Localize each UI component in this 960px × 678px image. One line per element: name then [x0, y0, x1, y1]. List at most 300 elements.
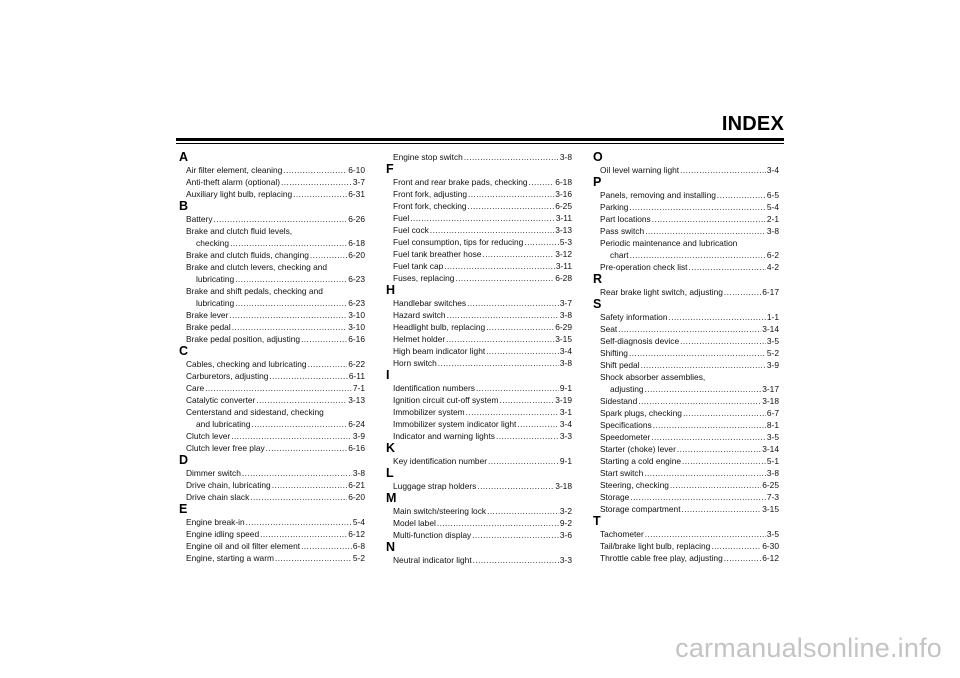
dot-leader [250, 491, 347, 503]
index-page-number: 3-13 [555, 225, 572, 235]
index-entry-text: Engine stop switch [393, 152, 463, 162]
index-entry-text: Fuel cock [393, 225, 429, 235]
dot-leader [242, 467, 352, 479]
index-page-number: 6-18 [555, 177, 572, 187]
index-entry-text: Brake pedal [186, 322, 231, 332]
index-entry-text: Tail/brake light bulb, replacing [600, 541, 711, 551]
index-entry-text: adjusting [610, 384, 644, 394]
dot-leader [488, 455, 559, 467]
index-letter-heading: P [593, 175, 602, 189]
dot-leader [444, 260, 555, 272]
index-entry-text: Brake and clutch fluids, changing [186, 250, 309, 260]
dot-leader [680, 335, 766, 347]
index-entry-text: Speedometer [600, 432, 651, 442]
index-entry-text: Start switch [600, 468, 644, 478]
index-entry [593, 189, 779, 201]
index-page-number: 6-29 [555, 322, 572, 332]
index-entry [386, 382, 572, 394]
index-entry [593, 455, 779, 467]
index-page-number: 3-10 [348, 310, 365, 320]
index-page-number: 3-18 [555, 481, 572, 491]
index-entry-text: Catalytic converter [186, 395, 256, 405]
index-page-number: 3-1 [559, 407, 572, 417]
index-entry [386, 321, 572, 333]
index-entry-text: Pass switch [600, 226, 645, 236]
index-page-number: 3-11 [555, 213, 572, 223]
index-letter-heading: F [386, 162, 394, 176]
index-entry-text: Helmet holder [393, 334, 446, 344]
index-entry [179, 540, 365, 552]
index-entry-text: lubricating [196, 298, 235, 308]
dot-leader [464, 151, 559, 163]
index-page-number: 3-5 [766, 336, 779, 346]
dot-leader [496, 430, 559, 442]
dot-leader [682, 503, 762, 515]
index-entry [386, 297, 572, 309]
index-entry-text: Storage compartment [600, 504, 681, 514]
index-page-number: 3-4 [559, 419, 572, 429]
index-page-number: 6-22 [348, 359, 365, 369]
dot-leader [645, 225, 766, 237]
index-entry-text: Throttle cable free play, adjusting [600, 553, 723, 563]
dot-leader [677, 443, 761, 455]
index-entry [593, 443, 779, 455]
index-entry-text: Headlight bulb, replacing [393, 322, 486, 332]
dot-leader [437, 517, 559, 529]
dot-leader [645, 528, 766, 540]
dot-leader [651, 431, 766, 443]
dot-leader [641, 359, 766, 371]
index-entry-text: Pre-operation check list [600, 262, 688, 272]
index-entry [593, 311, 779, 323]
index-page-number: 6-31 [348, 189, 365, 199]
dot-leader [652, 213, 766, 225]
index-page-number: 6-12 [762, 553, 779, 563]
index-page-number: 6-21 [348, 480, 365, 490]
index-page-number: 3-3 [559, 555, 572, 565]
index-entry-text: Panels, removing and installing [600, 190, 716, 200]
dot-leader [680, 164, 766, 176]
index-entry [179, 418, 365, 430]
dot-leader [724, 552, 761, 564]
index-entry [179, 237, 365, 249]
dot-leader [629, 201, 765, 213]
index-entry [386, 212, 572, 224]
dot-leader [486, 345, 559, 357]
index-entry [386, 357, 572, 369]
index-page-number: 3-5 [766, 432, 779, 442]
index-entry-text: Oil level warning light [600, 165, 680, 175]
index-page-number: 5-1 [766, 456, 779, 466]
index-page-number: 6-7 [766, 408, 779, 418]
index-entry [593, 419, 779, 431]
index-entry-line: Brake and clutch fluid levels, [186, 226, 293, 236]
index-entry [179, 213, 365, 225]
index-page-number: 5-3 [559, 237, 572, 247]
dot-leader [283, 164, 347, 176]
index-entry-text: Horn switch [393, 358, 437, 368]
index-page-number: 3-8 [352, 468, 365, 478]
index-column-1 [179, 151, 365, 564]
dot-leader [653, 419, 766, 431]
index-entry-text: Care [186, 383, 205, 393]
index-entry [179, 430, 365, 442]
index-entry [593, 503, 779, 515]
index-entry [179, 333, 365, 345]
index-page-number: 6-12 [348, 529, 365, 539]
index-page-number: 3-19 [555, 395, 572, 405]
index-entry-text: Immobilizer system indicator light [393, 419, 517, 429]
index-entry-text: Engine idling speed [186, 529, 260, 539]
index-page-number: 3-18 [762, 396, 779, 406]
index-entry-text: Clutch lever [186, 431, 231, 441]
index-entry [593, 164, 779, 176]
index-page-number: 6-30 [762, 541, 779, 551]
index-entry [593, 359, 779, 371]
index-page-number: 6-5 [766, 190, 779, 200]
index-entry [386, 554, 572, 566]
index-entry [179, 176, 365, 188]
index-page-number: 6-26 [348, 214, 365, 224]
index-letter-heading: D [179, 453, 189, 467]
index-page-number: 6-25 [762, 480, 779, 490]
index-entry [593, 540, 779, 552]
index-page-number: 3-5 [766, 529, 779, 539]
index-page-number: 3-7 [559, 298, 572, 308]
index-entry-text: Key identification number [393, 456, 488, 466]
dot-leader [281, 176, 352, 188]
index-page-number: 6-25 [555, 201, 572, 211]
dot-leader [301, 540, 352, 552]
index-letter-heading: A [179, 150, 189, 164]
index-entry [593, 335, 779, 347]
index-letter-heading: I [386, 368, 390, 382]
index-page-number: 3-8 [766, 226, 779, 236]
index-entry [386, 406, 572, 418]
index-entry-text: Front fork, adjusting [393, 189, 468, 199]
index-page-number: 3-8 [559, 152, 572, 162]
index-entry [593, 407, 779, 419]
index-entry [179, 442, 365, 454]
index-page-number: 3-12 [555, 249, 572, 259]
index-entry-text: Starting a cold engine [600, 456, 682, 466]
index-page-number: 3-8 [559, 358, 572, 368]
index-entry [386, 345, 572, 357]
dot-leader [689, 261, 766, 273]
dot-leader [724, 286, 761, 298]
index-entry-text: Air filter element, cleaning [186, 165, 283, 175]
index-entry [593, 201, 779, 213]
dot-leader [205, 382, 352, 394]
dot-leader [214, 213, 348, 225]
dot-leader [472, 529, 559, 541]
index-entry [593, 323, 779, 335]
index-entry [386, 430, 572, 442]
index-page-number: 6-2 [766, 250, 779, 260]
index-entry-text: Seat [600, 324, 618, 334]
dot-leader [272, 479, 348, 491]
index-page-number: 6-28 [555, 273, 572, 283]
index-entry [593, 431, 779, 443]
index-entry [179, 309, 365, 321]
index-entry [593, 395, 779, 407]
dot-leader [524, 236, 559, 248]
index-entry-text: Specifications [600, 420, 652, 430]
index-letter-heading: O [593, 150, 603, 164]
index-entry-text: Clutch lever free play [186, 443, 265, 453]
index-page-number: 3-4 [766, 165, 779, 175]
index-entry [386, 248, 572, 260]
index-entry [593, 347, 779, 359]
index-entry [179, 249, 365, 261]
index-entry-text: Cables, checking and lubricating [186, 359, 307, 369]
index-entry-line: Centerstand and sidestand, checking [186, 407, 324, 417]
dot-leader [410, 212, 555, 224]
index-page-number: 7-1 [352, 383, 365, 393]
dot-leader [644, 467, 766, 479]
dot-leader [446, 333, 554, 345]
index-entry-text: Drive chain, lubricating [186, 480, 271, 490]
dot-leader [251, 418, 347, 430]
index-entry [386, 529, 572, 541]
dot-leader [468, 200, 555, 212]
index-page-number: 6-16 [348, 443, 365, 453]
dot-leader [293, 188, 347, 200]
dot-leader [231, 430, 352, 442]
index-page-number: 6-18 [348, 238, 365, 248]
index-entry-text: Spark plugs, checking [600, 408, 682, 418]
index-entry-text: Handlebar switches [393, 298, 467, 308]
index-entry [386, 224, 572, 236]
dot-leader [301, 333, 347, 345]
index-entry [386, 480, 572, 492]
dot-leader [275, 552, 352, 564]
index-page-number: 6-17 [762, 287, 779, 297]
index-entry [386, 309, 572, 321]
dot-leader [529, 176, 555, 188]
index-page-number: 3-9 [766, 360, 779, 370]
dot-leader [260, 528, 347, 540]
index-page-number: 6-24 [348, 419, 365, 429]
index-entry [179, 528, 365, 540]
index-entry [386, 394, 572, 406]
index-page-number: 2-1 [766, 214, 779, 224]
index-entry-line: Shock absorber assemblies, [600, 372, 706, 382]
index-letter-heading: M [386, 491, 397, 505]
index-letter-heading: R [593, 272, 603, 286]
index-page-number: 3-10 [348, 322, 365, 332]
index-letter-heading: N [386, 540, 396, 554]
index-page-number: 3-11 [555, 261, 572, 271]
index-entry [386, 418, 572, 430]
index-entry-text: Auxiliary light bulb, replacing [186, 189, 293, 199]
index-page-number: 3-15 [762, 504, 779, 514]
index-entry [593, 491, 779, 503]
index-entry [386, 455, 572, 467]
dot-leader [683, 407, 766, 419]
index-letter-heading: E [179, 502, 188, 516]
index-entry-text: chart [610, 250, 629, 260]
index-entry-text: Immobilizer system [393, 407, 465, 417]
index-entry-text: Brake lever [186, 310, 229, 320]
dot-leader [430, 224, 554, 236]
index-entry [179, 552, 365, 564]
index-entry-text: Shift pedal [600, 360, 640, 370]
dot-leader [645, 383, 762, 395]
index-letter-heading: S [593, 297, 602, 311]
index-entry [386, 272, 572, 284]
index-entry-text: Sidestand [600, 396, 638, 406]
index-page-number: 9-1 [559, 456, 572, 466]
index-letter-heading: B [179, 199, 189, 213]
index-page-number: 3-13 [348, 395, 365, 405]
index-entry-text: Luggage strap holders [393, 481, 477, 491]
index-entry-text: Dimmer switch [186, 468, 241, 478]
index-entry-text: Tachometer [600, 529, 644, 539]
dot-leader [447, 309, 559, 321]
index-entry [386, 176, 572, 188]
index-entry-line: Periodic maintenance and lubrication [600, 238, 738, 248]
index-column-2 [386, 151, 572, 566]
header-rule-thick [176, 138, 784, 141]
index-letter-heading: C [179, 344, 189, 358]
index-entry-text: Fuel tank cap [393, 261, 444, 271]
dot-leader [266, 442, 348, 454]
index-page-number: 3-2 [559, 506, 572, 516]
dot-leader [670, 479, 761, 491]
index-entry-text: Part locations [600, 214, 651, 224]
index-page-number: 3-15 [555, 334, 572, 344]
index-entry-text: Carburetors, adjusting [186, 371, 269, 381]
index-entry-text: Safety information [600, 312, 668, 322]
index-page-number: 3-3 [559, 431, 572, 441]
dot-leader [229, 309, 347, 321]
index-entry-text: Front fork, checking [393, 201, 467, 211]
index-page-number: 5-2 [352, 553, 365, 563]
dot-leader [638, 395, 761, 407]
dot-leader [246, 516, 352, 528]
index-entry [386, 151, 572, 163]
dot-leader [235, 297, 347, 309]
index-page-number: 5-4 [352, 517, 365, 527]
dot-leader [438, 357, 559, 369]
index-entry [386, 200, 572, 212]
index-entry [179, 370, 365, 382]
index-page-number: 8-1 [766, 420, 779, 430]
index-entry-text: Drive chain slack [186, 492, 250, 502]
dot-leader [717, 189, 766, 201]
index-entry-text: Shifting [600, 348, 628, 358]
index-page-number: 3-6 [559, 530, 572, 540]
index-letter-heading: L [386, 466, 394, 480]
index-page-number: 6-23 [348, 298, 365, 308]
index-entry [386, 188, 572, 200]
index-entry [386, 505, 572, 517]
dot-leader [618, 323, 761, 335]
index-page-number: 6-10 [348, 165, 365, 175]
dot-leader [235, 273, 347, 285]
dot-leader [308, 358, 348, 370]
index-entry-text: Hazard switch [393, 310, 446, 320]
index-entry-line: Brake and shift pedals, checking and [186, 286, 323, 296]
index-entry [386, 236, 572, 248]
index-entry-text: Engine oil and oil filter element [186, 541, 301, 551]
index-page-number: 6-20 [348, 250, 365, 260]
index-entry-text: Indicator and warning lights [393, 431, 495, 441]
index-entry-text: Fuel consumption, tips for reducing [393, 237, 524, 247]
index-entry [593, 213, 779, 225]
dot-leader [487, 505, 559, 517]
index-entry-text: Model label [393, 518, 436, 528]
dot-leader [466, 406, 559, 418]
index-entry-text: Parking [600, 202, 629, 212]
index-entry [179, 382, 365, 394]
index-entry-line: Brake and clutch levers, checking and [186, 262, 328, 272]
index-entry [593, 479, 779, 491]
index-entry-text: High beam indicator light [393, 346, 486, 356]
index-page-number: 6-11 [348, 371, 365, 381]
index-entry-text: Steering, checking [600, 480, 669, 490]
dot-leader [230, 237, 347, 249]
index-entry [593, 286, 779, 298]
index-entry [179, 188, 365, 200]
index-entry [179, 467, 365, 479]
index-entry [179, 297, 365, 309]
index-entry-text: Fuel tank breather hose [393, 249, 482, 259]
index-entry-text: Starter (choke) lever [600, 444, 676, 454]
index-entry-text: Anti-theft alarm (optional) [186, 177, 281, 187]
index-entry [386, 333, 572, 345]
index-entry-text: and lubricating [196, 419, 251, 429]
dot-leader [256, 394, 347, 406]
index-entry-text: Engine, starting a warm [186, 553, 274, 563]
index-column-3 [593, 151, 779, 564]
index-page-number: 6-16 [348, 334, 365, 344]
index-entry [179, 394, 365, 406]
index-page-number: 9-2 [559, 518, 572, 528]
index-entry-text: Engine break-in [186, 517, 245, 527]
index-page-number: 7-3 [766, 492, 779, 502]
index-page-number: 3-9 [352, 431, 365, 441]
index-entry [179, 164, 365, 176]
dot-leader [630, 249, 766, 261]
index-page-number: 3-7 [352, 177, 365, 187]
dot-leader [476, 382, 559, 394]
index-page-number: 3-8 [559, 310, 572, 320]
index-entry [593, 249, 779, 261]
index-letter-heading: H [386, 283, 396, 297]
index-entry [593, 261, 779, 273]
site-watermark[interactable]: carmanualsonline.info [675, 633, 942, 663]
index-entry-text: Multi-function display [393, 530, 472, 540]
index-page-number: 3-14 [762, 444, 779, 454]
dot-leader [500, 394, 555, 406]
index-entry-text: Rear brake light switch, adjusting [600, 287, 723, 297]
index-letter-heading: K [386, 441, 396, 455]
index-page-number: 6-23 [348, 274, 365, 284]
index-entry [179, 358, 365, 370]
header-rule-thin [176, 143, 784, 144]
index-entry-text: checking [196, 238, 230, 248]
dot-leader [269, 370, 347, 382]
index-entry [179, 516, 365, 528]
index-entry-text: Battery [186, 214, 213, 224]
index-entry [179, 321, 365, 333]
index-page-number: 3-17 [762, 384, 779, 394]
dot-leader [473, 554, 559, 566]
index-entry [386, 260, 572, 272]
index-page-number: 6-8 [352, 541, 365, 551]
